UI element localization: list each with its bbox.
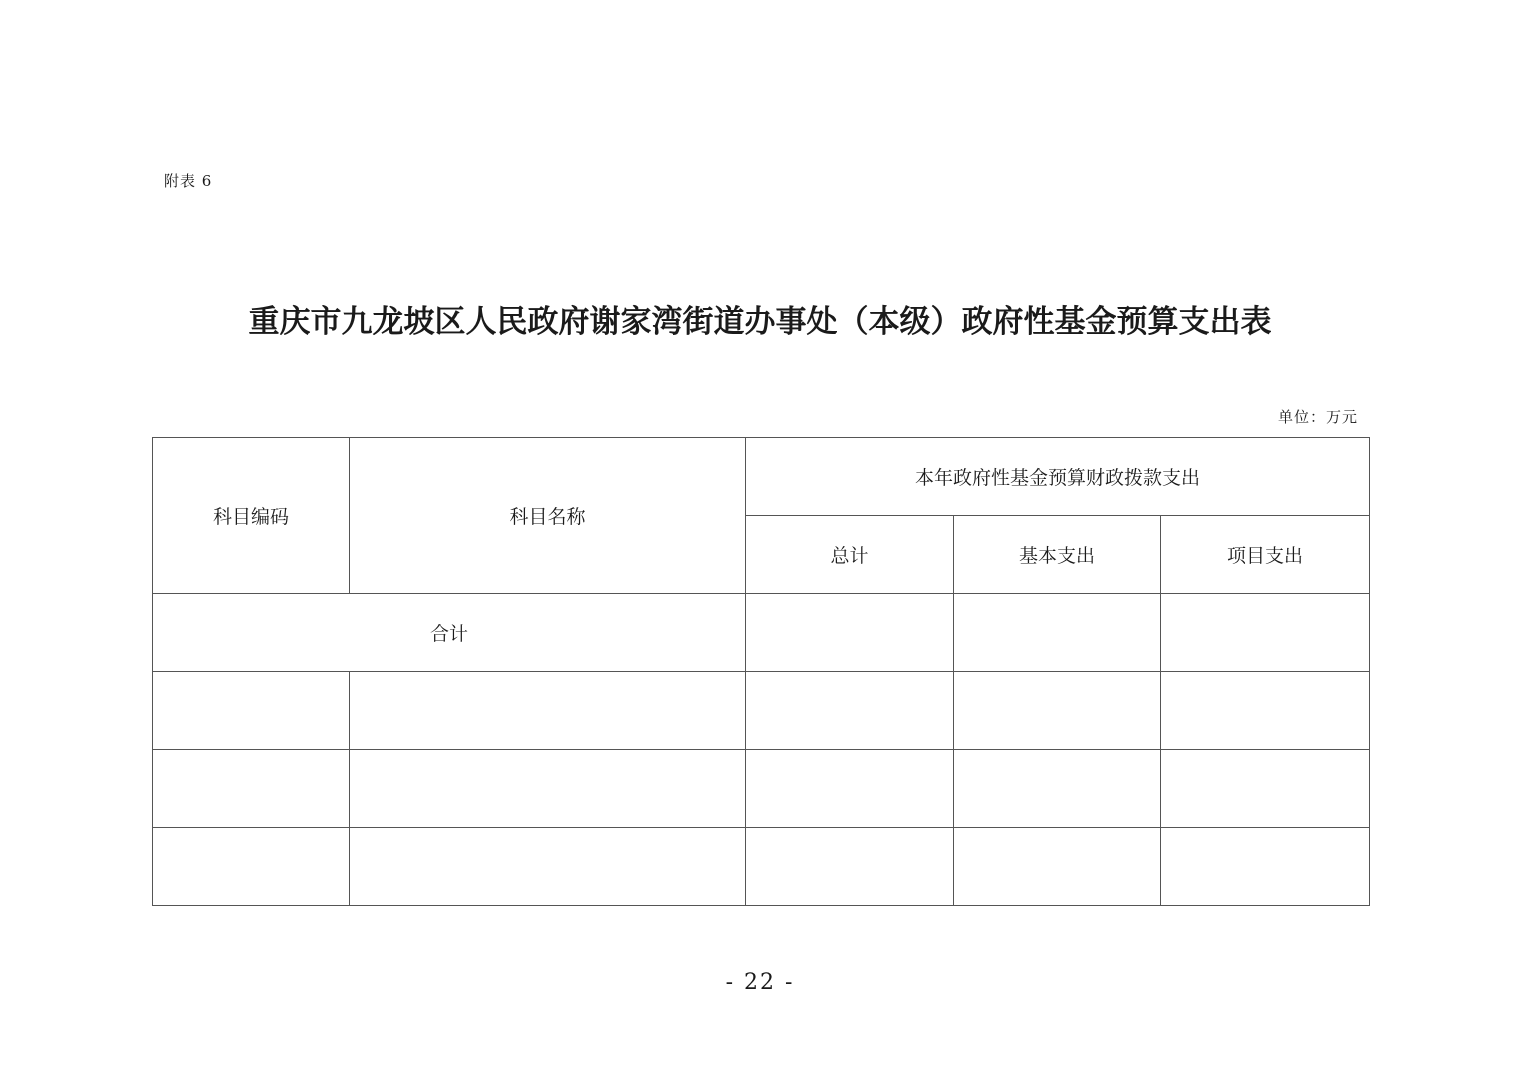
header-basic-expenditure: 基本支出 <box>954 516 1161 594</box>
row-total <box>746 672 954 750</box>
row-code <box>153 828 350 906</box>
row-name <box>350 750 746 828</box>
total-row-total <box>746 594 954 672</box>
unit-label: 单位：万元 <box>1277 408 1358 426</box>
header-fund-expenditure: 本年政府性基金预算财政拨款支出 <box>746 438 1370 516</box>
row-basic <box>954 672 1161 750</box>
table-row <box>153 828 1370 906</box>
row-code <box>153 750 350 828</box>
total-row <box>153 594 1370 672</box>
total-row-label: 合计 <box>153 594 746 672</box>
row-name <box>350 828 746 906</box>
row-project <box>1161 828 1370 906</box>
row-project <box>1161 672 1370 750</box>
header-row-1 <box>153 438 1370 516</box>
document-title: 重庆市九龙坡区人民政府谢家湾街道办事处（本级）政府性基金预算支出表 <box>248 304 1272 340</box>
header-subject-code: 科目编码 <box>153 438 350 594</box>
row-basic <box>954 750 1161 828</box>
attachment-label: 附表 6 <box>164 172 213 190</box>
budget-table <box>152 437 1370 906</box>
row-name <box>350 672 746 750</box>
row-total <box>746 750 954 828</box>
total-row-project <box>1161 594 1370 672</box>
header-project-expenditure: 项目支出 <box>1161 516 1370 594</box>
header-subject-name: 科目名称 <box>350 438 746 594</box>
total-row-basic <box>954 594 1161 672</box>
row-total <box>746 828 954 906</box>
table-row <box>153 750 1370 828</box>
header-total: 总计 <box>746 516 954 594</box>
row-project <box>1161 750 1370 828</box>
row-basic <box>954 828 1161 906</box>
row-code <box>153 672 350 750</box>
table-row <box>153 672 1370 750</box>
page-number: - 22 - <box>725 970 795 995</box>
